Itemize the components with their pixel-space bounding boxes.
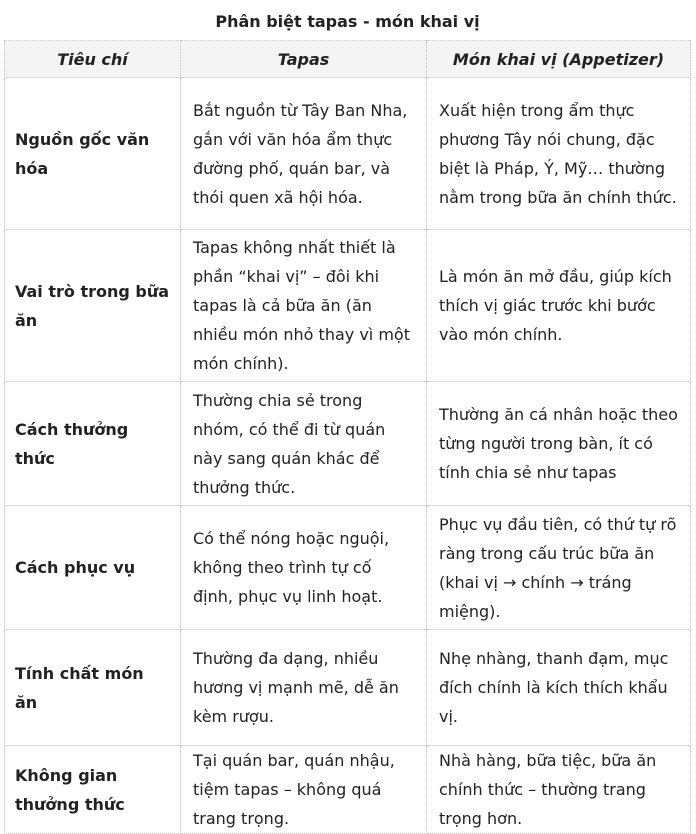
row-appetizer-cell: Nhà hàng, bữa tiệc, bữa ăn chính thức – thường trang trọng hơn. bbox=[427, 746, 691, 834]
row-appetizer-cell: Thường ăn cá nhân hoặc theo từng người trong bàn, ít có tính chia sẻ như tapas bbox=[427, 382, 691, 506]
row-criterion: Nguồn gốc văn hóa bbox=[5, 78, 181, 230]
row-tapas-cell: Bắt nguồn từ Tây Ban Nha, gắn với văn hóa ẩm thực đường phố, quán bar, và thói quen xã hội hóa. bbox=[181, 78, 427, 230]
comparison-table bbox=[4, 4, 691, 834]
table-row bbox=[5, 78, 691, 230]
row-tapas-cell: Có thể nóng hoặc nguội, không theo trình tự cố định, phục vụ linh hoạt. bbox=[181, 506, 427, 630]
row-appetizer-cell: Phục vụ đầu tiên, có thứ tự rõ ràng trong cấu trúc bữa ăn (khai vị → chính → tráng miệng). bbox=[427, 506, 691, 630]
row-tapas-cell: Thường đa dạng, nhiều hương vị mạnh mẽ, dễ ăn kèm rượu. bbox=[181, 630, 427, 746]
comparison-table-wrapper bbox=[4, 4, 690, 834]
row-appetizer-cell: Nhẹ nhàng, thanh đạm, mục đích chính là kích thích khẩu vị. bbox=[427, 630, 691, 746]
row-criterion: Không gian thưởng thức bbox=[5, 746, 181, 834]
row-appetizer-cell: Là món ăn mở đầu, giúp kích thích vị giác trước khi bước vào món chính. bbox=[427, 230, 691, 382]
table-row bbox=[5, 630, 691, 746]
table-row bbox=[5, 230, 691, 382]
row-criterion: Cách phục vụ bbox=[5, 506, 181, 630]
row-criterion: Tính chất món ăn bbox=[5, 630, 181, 746]
table-row bbox=[5, 746, 691, 834]
table-row bbox=[5, 506, 691, 630]
header-criterion: Tiêu chí bbox=[5, 41, 181, 78]
row-tapas-cell: Tapas không nhất thiết là phần “khai vị” – đôi khi tapas là cả bữa ăn (ăn nhiều món nhỏ thay vì một món chính). bbox=[181, 230, 427, 382]
header-row bbox=[5, 41, 691, 78]
table-caption: Phân biệt tapas - món khai vị bbox=[215, 12, 480, 31]
row-tapas-cell: Thường chia sẻ trong nhóm, có thể đi từ quán này sang quán khác để thưởng thức. bbox=[181, 382, 427, 506]
row-tapas-cell: Tại quán bar, quán nhậu, tiệm tapas – không quá trang trọng. bbox=[181, 746, 427, 834]
header-appetizer: Món khai vị (Appetizer) bbox=[427, 41, 691, 78]
row-criterion: Vai trò trong bữa ăn bbox=[5, 230, 181, 382]
row-criterion: Cách thưởng thức bbox=[5, 382, 181, 506]
row-appetizer-cell: Xuất hiện trong ẩm thực phương Tây nói chung, đặc biệt là Pháp, Ý, Mỹ… thường nằm trong bữa ăn chính thức. bbox=[427, 78, 691, 230]
table-row bbox=[5, 382, 691, 506]
header-tapas: Tapas bbox=[181, 41, 427, 78]
